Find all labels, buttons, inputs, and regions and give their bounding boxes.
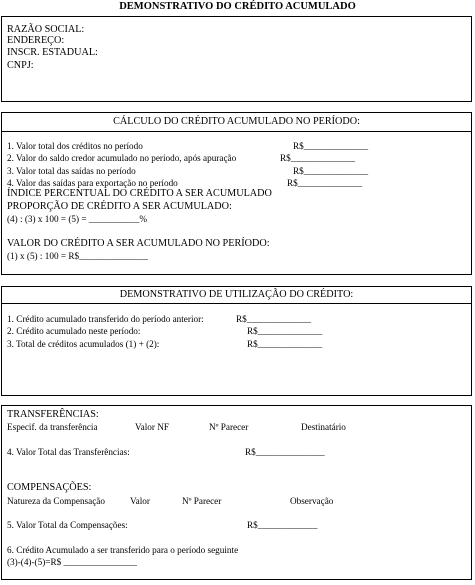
cnpj-label: CNPJ: — [7, 60, 34, 71]
comp-col-valor: Valor — [130, 496, 150, 506]
calculo-line4-label: 4. Valor das saídas para exportação no período — [7, 178, 178, 188]
calculo-line4-value[interactable]: R$______________ — [287, 178, 363, 188]
indice-heading: ÍNDICE PERCENTUAL DO CRÉDITO A SER ACUMULADO — [7, 188, 272, 199]
valor-acumulado-heading: VALOR DO CRÉDITO A SER ACUMULADO NO PERÍODO: — [7, 238, 270, 249]
comp-col-natureza: Natureza da Compensação — [7, 496, 105, 506]
calculo-line3-value[interactable]: R$______________ — [293, 166, 369, 176]
transferencias-box — [1, 405, 472, 580]
company-info-box — [1, 16, 472, 102]
utilizacao-box — [1, 286, 472, 396]
utilizacao-heading: DEMONSTRATIVO DE UTILIZAÇÃO DO CRÉDITO: — [119, 289, 354, 300]
document-title: DEMONSTRATIVO DO CRÉDITO ACUMULADO — [119, 1, 356, 12]
comp-total-label: 5. Valor Total da Compensações: — [7, 520, 128, 530]
transferencias-heading: TRANSFERÊNCIAS: — [7, 409, 99, 420]
utilizacao-line2-label: 2. Crédito acumulado neste período: — [7, 326, 141, 336]
inscr-estadual-label: INSCR. ESTADUAL: — [7, 47, 98, 58]
calculo-line1-label: 1. Valor total dos créditos no período — [7, 141, 143, 151]
transf-total-label: 4. Valor Total das Transferências: — [7, 447, 130, 457]
endereco-label: ENDEREÇO: — [7, 35, 65, 46]
calculo-divider — [2, 131, 471, 132]
calculo-line2-label: 2. Valor do saldo credor acumulado no período, após apuração — [7, 153, 237, 163]
proporcao-heading: PROPORÇÃO DE CRÉDITO A SER ACUMULADO: — [7, 201, 232, 212]
utilizacao-line1-value[interactable]: R$______________ — [236, 314, 312, 324]
transf-col-valor-nf: Valor NF — [135, 422, 169, 432]
compensacoes-heading: COMPENSAÇÕES: — [7, 482, 92, 493]
calculo-line3-label: 3. Valor total das saídas no período — [7, 166, 136, 176]
comp-col-parecer: Nº Parecer — [182, 496, 222, 506]
calculo-heading: CÁLCULO DO CRÉDITO ACUMULADO NO PERÍODO: — [113, 116, 360, 127]
transf-col-parecer: Nº Parecer — [209, 422, 249, 432]
utilizacao-line3-value[interactable]: R$______________ — [247, 339, 323, 349]
valor-acumulado-formula[interactable]: (1) x (5) : 100 = R$_______________ — [7, 251, 148, 261]
line6-formula[interactable]: (3)-(4)-(5)=R$ ________________ — [7, 557, 137, 567]
utilizacao-line1-label: 1. Crédito acumulado transferido do período anterior: — [7, 314, 204, 324]
calculo-line2-value[interactable]: R$______________ — [280, 153, 356, 163]
utilizacao-line2-value[interactable]: R$______________ — [247, 326, 323, 336]
line6-label: 6. Crédito Acumulado a ser transferido para o período seguinte — [7, 545, 239, 555]
transf-col-especif: Especif. da transferência — [7, 422, 98, 432]
utilizacao-divider — [2, 303, 471, 304]
calculo-line1-value[interactable]: R$______________ — [293, 141, 369, 151]
transf-col-destinatario: Destinatário — [301, 422, 346, 432]
utilizacao-line3-label: 3. Total de créditos acumulados (1) + (2): — [7, 339, 160, 349]
comp-total-value[interactable]: R$_____________ — [247, 520, 318, 530]
razao-social-label: RAZÃO SOCIAL: — [7, 24, 85, 35]
comp-col-observacao: Observação — [290, 496, 334, 506]
transf-total-value[interactable]: R$_______________ — [245, 447, 325, 457]
calculo-box — [1, 112, 472, 275]
proporcao-formula[interactable]: (4) : (3) x 100 = (5) = ___________% — [7, 214, 147, 224]
